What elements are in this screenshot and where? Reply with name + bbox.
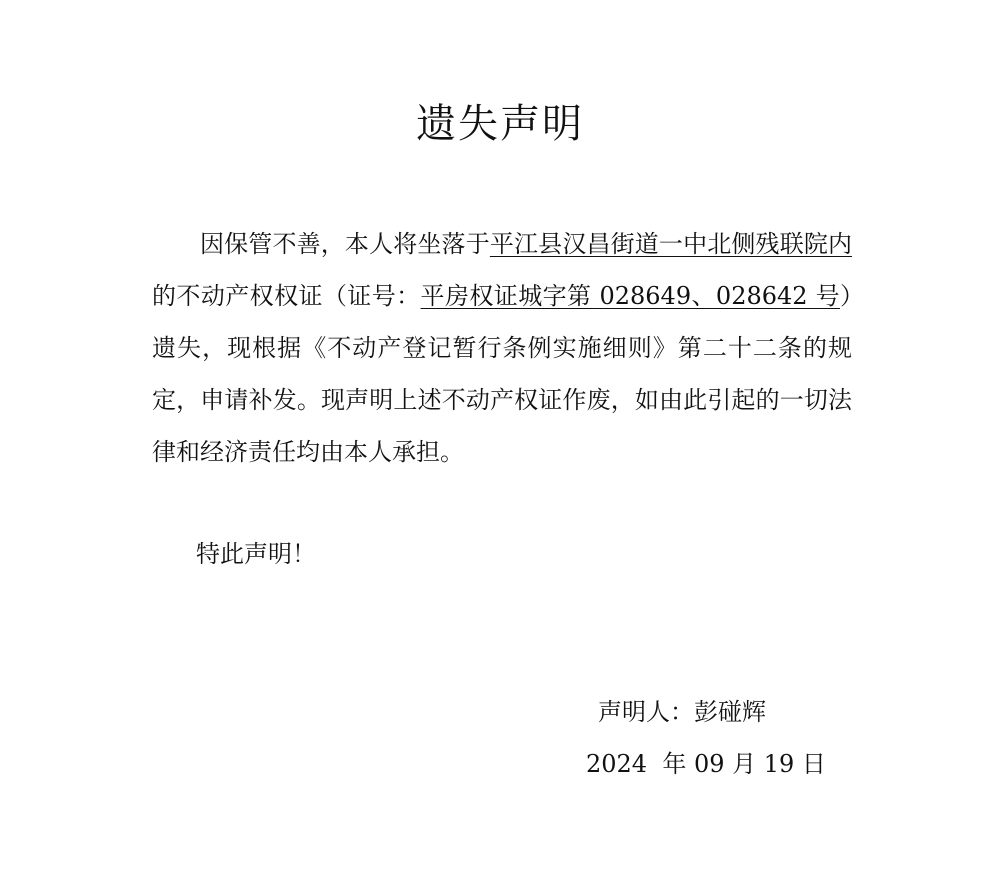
- paragraph-text-2: 的不动产权权证（证号：: [152, 282, 421, 310]
- paragraph-text-1: 因保管不善，本人将坐落于: [200, 230, 490, 258]
- closing-statement: 特此声明！: [196, 540, 316, 568]
- declaration-paragraph: [152, 218, 852, 478]
- declaration-date: 2024 年 09 月 19 日: [586, 750, 826, 778]
- signer-line: 声明人：彭碰辉: [598, 698, 766, 726]
- certificate-number: 平房权证城字第 028649、028642 号: [420, 282, 840, 310]
- document-title: 遗失声明: [416, 101, 584, 147]
- property-address: 平江县汉昌街道一中北侧残联院内: [489, 230, 853, 258]
- paragraph-text-3: ）遗失，现根据《不动产登记暂行条例实施细则》第二十二条的规定，申请补发。现声明上述不动产权证作废，如由此引起的一切法律和经济责任均由本人承担。: [152, 282, 852, 466]
